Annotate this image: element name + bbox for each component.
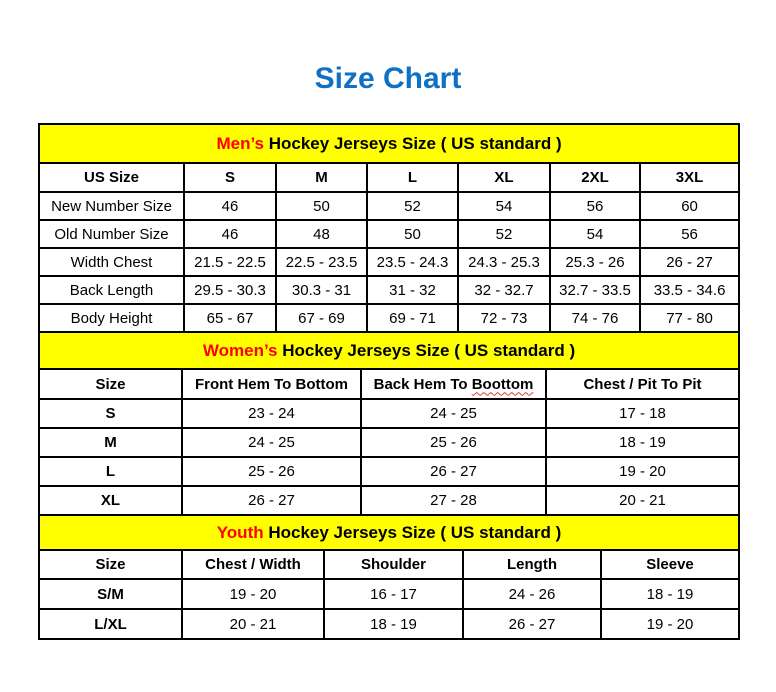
- column-header-l: L: [367, 163, 458, 192]
- mens-highlight-label: Men’s: [216, 133, 264, 153]
- youth-section-header-row: [39, 515, 739, 550]
- column-header-s: S: [184, 163, 276, 192]
- table-row-new-number-size: [39, 192, 739, 220]
- column-header-2xl: 2XL: [550, 163, 640, 192]
- size-value-cell: 54: [550, 220, 640, 248]
- size-value-cell: 24 - 26: [463, 579, 601, 609]
- size-value-cell: 27 - 28: [361, 486, 546, 515]
- size-value-cell: 24 - 25: [182, 428, 361, 457]
- size-value-cell: 18 - 19: [601, 579, 739, 609]
- size-value-cell: 26 - 27: [463, 609, 601, 639]
- size-value-cell: 52: [458, 220, 550, 248]
- column-header-sleeve: Sleeve: [601, 550, 739, 579]
- womens-section-header-row: [39, 332, 739, 369]
- tables-stack: [38, 123, 738, 640]
- youth-header-text: Hockey Jerseys Size ( US standard ): [263, 522, 562, 542]
- size-value-cell: 20 - 21: [546, 486, 739, 515]
- column-header-length: Length: [463, 550, 601, 579]
- column-header-shoulder: Shoulder: [324, 550, 463, 579]
- size-value-cell: 56: [550, 192, 640, 220]
- row-label: L/XL: [39, 609, 182, 639]
- womens-column-header-row: [39, 369, 739, 399]
- mens-section-header-row: [39, 124, 739, 163]
- table-row-womens-m: [39, 428, 739, 457]
- youth-section-header: [39, 515, 739, 550]
- size-value-cell: 25 - 26: [361, 428, 546, 457]
- table-row-old-number-size: [39, 220, 739, 248]
- size-value-cell: 26 - 27: [182, 486, 361, 515]
- size-value-cell: 19 - 20: [182, 579, 324, 609]
- size-value-cell: 33.5 - 34.6: [640, 276, 739, 304]
- size-value-cell: 19 - 20: [601, 609, 739, 639]
- table-row-back-length: [39, 276, 739, 304]
- size-value-cell: 46: [184, 220, 276, 248]
- size-value-cell: 52: [367, 192, 458, 220]
- womens-header-text: Hockey Jerseys Size ( US standard ): [277, 340, 576, 360]
- size-value-cell: 17 - 18: [546, 399, 739, 428]
- column-header-size: Size: [39, 550, 182, 579]
- column-header-chest-pit: Chest / Pit To Pit: [546, 369, 739, 399]
- row-label: Body Height: [39, 304, 184, 332]
- size-value-cell: 77 - 80: [640, 304, 739, 332]
- column-header-m: M: [276, 163, 367, 192]
- youth-size-table: [38, 514, 740, 640]
- size-value-cell: 25.3 - 26: [550, 248, 640, 276]
- column-header-us-size: US Size: [39, 163, 184, 192]
- youth-highlight-label: Youth: [216, 522, 264, 542]
- size-value-cell: 18 - 19: [324, 609, 463, 639]
- size-value-cell: 56: [640, 220, 739, 248]
- row-label: S: [39, 399, 182, 428]
- row-label: New Number Size: [39, 192, 184, 220]
- size-value-cell: 46: [184, 192, 276, 220]
- youth-column-header-row: [39, 550, 739, 579]
- row-label: Width Chest: [39, 248, 184, 276]
- row-label: L: [39, 457, 182, 486]
- page-title: Size Chart: [314, 62, 462, 95]
- size-value-cell: 21.5 - 22.5: [184, 248, 276, 276]
- size-value-cell: 32 - 32.7: [458, 276, 550, 304]
- back-hem-prefix: Back Hem To: [373, 375, 472, 393]
- size-value-cell: 32.7 - 33.5: [550, 276, 640, 304]
- size-value-cell: 69 - 71: [367, 304, 458, 332]
- size-value-cell: 24 - 25: [361, 399, 546, 428]
- size-value-cell: 50: [276, 192, 367, 220]
- misspelled-word-squiggle: Boottom: [471, 375, 534, 393]
- size-value-cell: 24.3 - 25.3: [458, 248, 550, 276]
- table-row-body-height: [39, 304, 739, 332]
- size-value-cell: 54: [458, 192, 550, 220]
- size-value-cell: 50: [367, 220, 458, 248]
- size-value-cell: 65 - 67: [184, 304, 276, 332]
- mens-size-table: [38, 123, 740, 333]
- womens-section-header: [39, 332, 739, 369]
- table-row-womens-xl: [39, 486, 739, 515]
- column-header-size: Size: [39, 369, 182, 399]
- size-value-cell: 74 - 76: [550, 304, 640, 332]
- column-header-3xl: 3XL: [640, 163, 739, 192]
- column-header-xl: XL: [458, 163, 550, 192]
- mens-section-header: [39, 124, 739, 163]
- size-value-cell: 26 - 27: [361, 457, 546, 486]
- size-value-cell: 67 - 69: [276, 304, 367, 332]
- column-header-back-hem: [361, 369, 546, 399]
- size-value-cell: 22.5 - 23.5: [276, 248, 367, 276]
- size-value-cell: 29.5 - 30.3: [184, 276, 276, 304]
- column-header-front-hem: Front Hem To Bottom: [182, 369, 361, 399]
- size-value-cell: 19 - 20: [546, 457, 739, 486]
- row-label: XL: [39, 486, 182, 515]
- table-row-womens-s: [39, 399, 739, 428]
- row-label: S/M: [39, 579, 182, 609]
- size-value-cell: 23.5 - 24.3: [367, 248, 458, 276]
- table-row-youth-sm: [39, 579, 739, 609]
- size-value-cell: 60: [640, 192, 739, 220]
- size-value-cell: 23 - 24: [182, 399, 361, 428]
- row-label: Old Number Size: [39, 220, 184, 248]
- size-value-cell: 72 - 73: [458, 304, 550, 332]
- size-value-cell: 18 - 19: [546, 428, 739, 457]
- row-label: Back Length: [39, 276, 184, 304]
- size-value-cell: 30.3 - 31: [276, 276, 367, 304]
- row-label: M: [39, 428, 182, 457]
- size-value-cell: 48: [276, 220, 367, 248]
- size-value-cell: 31 - 32: [367, 276, 458, 304]
- size-value-cell: 25 - 26: [182, 457, 361, 486]
- womens-size-table: [38, 331, 740, 516]
- size-value-cell: 16 - 17: [324, 579, 463, 609]
- mens-column-header-row: [39, 163, 739, 192]
- womens-highlight-label: Women’s: [202, 340, 278, 360]
- size-value-cell: 20 - 21: [182, 609, 324, 639]
- table-row-youth-lxl: [39, 609, 739, 639]
- size-value-cell: 26 - 27: [640, 248, 739, 276]
- table-row-womens-l: [39, 457, 739, 486]
- table-row-width-chest: [39, 248, 739, 276]
- column-header-chest-width: Chest / Width: [182, 550, 324, 579]
- mens-header-text: Hockey Jerseys Size ( US standard ): [264, 133, 562, 153]
